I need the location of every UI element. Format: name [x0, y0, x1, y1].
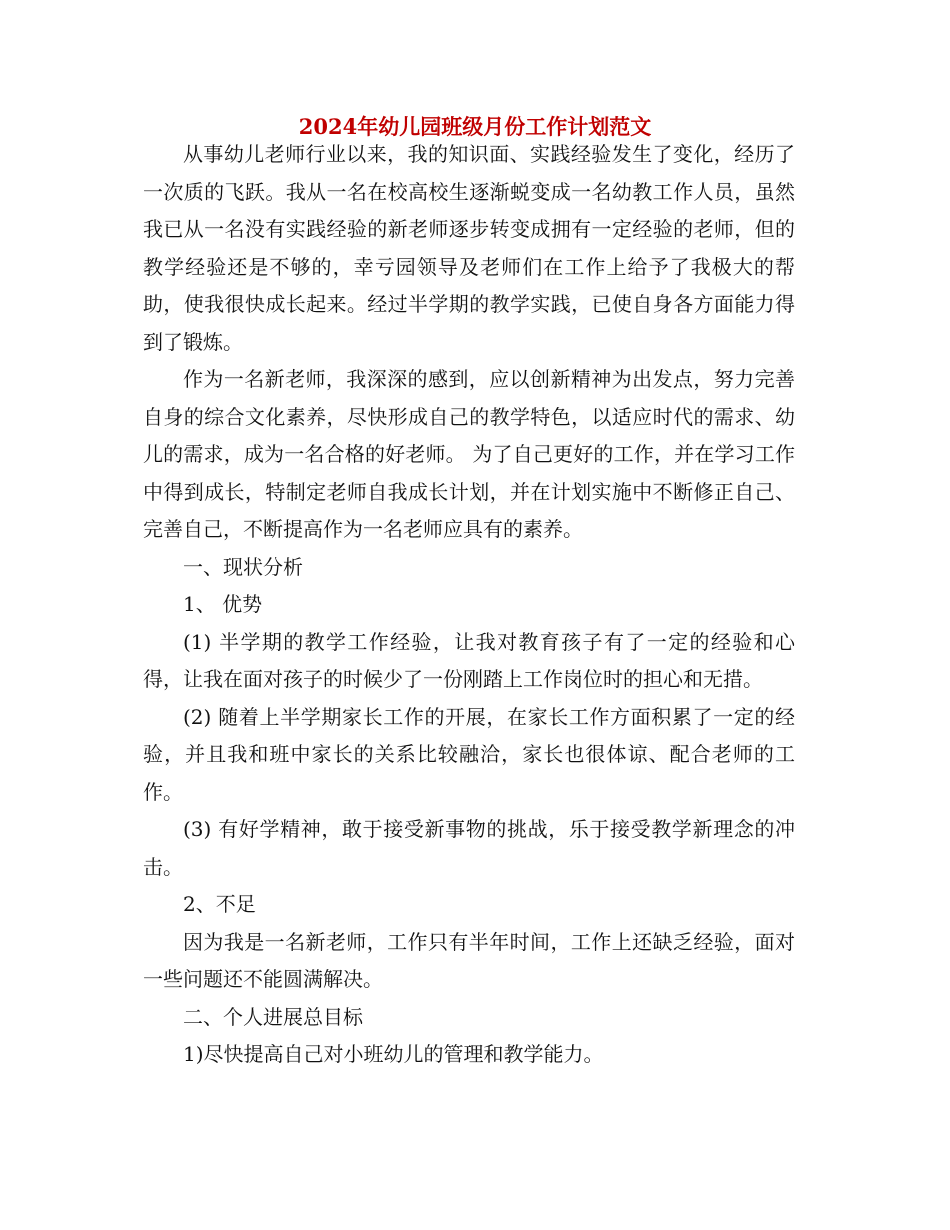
paragraph-new-teacher: 作为一名新老师，我深深的感到，应以创新精神为出发点，努力完善自身的综合文化素养，尽快形成自己的教学特色，以适应时代的需求、幼儿的需求，成为一名合格的好老师。 为了自己更好的工作，并在学习工作中得到成长，特制定老师自我成长计划，并在计划实施中不断修正自己、完善自己，不断提高作为一名老师应具有的素养。 — [143, 367, 795, 541]
subheading-strengths: 1、 优势 — [183, 592, 263, 616]
document-title: 2024年幼儿园班级月份工作计划范文 — [298, 114, 652, 139]
list-item-strength-3: (3) 有好学精神，敢于接受新事物的挑战，乐于接受教学新理念的冲击。 — [143, 817, 795, 879]
subheading-weaknesses: 2、不足 — [183, 892, 256, 916]
list-item-strength-1: (1) 半学期的教学工作经验，让我对教育孩子有了一定的经验和心得，让我在面对孩子的时候少了一份刚踏上工作岗位时的担心和无措。 — [143, 629, 795, 691]
paragraph-weakness: 因为我是一名新老师，工作只有半年时间，工作上还缺乏经验，面对一些问题还不能圆满解决。 — [143, 929, 795, 991]
heading-status-analysis: 一、现状分析 — [183, 554, 303, 579]
list-item-strength-2: (2) 随着上半学期家长工作的开展，在家长工作方面积累了一定的经验，并且我和班中家长的关系比较融洽，家长也很体谅、配合老师的工作。 — [143, 704, 795, 804]
document-body — [143, 136, 795, 1074]
paragraph-intro: 从事幼儿老师行业以来，我的知识面、实践经验发生了变化，经历了一次质的飞跃。我从一名在校高校生逐渐蜕变成一名幼教工作人员，虽然我已从一名没有实践经验的新老师逐步转变成拥有一定经验的老师，但的教学经验还是不够的，幸亏园领导及老师们在工作上给予了我极大的帮助，使我很快成长起来。经过半学期的教学实践，已使自身各方面能力得到了锻炼。 — [143, 142, 795, 354]
heading-development-goals: 二、个人进展总目标 — [183, 1004, 363, 1029]
list-item-goal-1: 1)尽快提高自己对小班幼儿的管理和教学能力。 — [183, 1042, 604, 1066]
